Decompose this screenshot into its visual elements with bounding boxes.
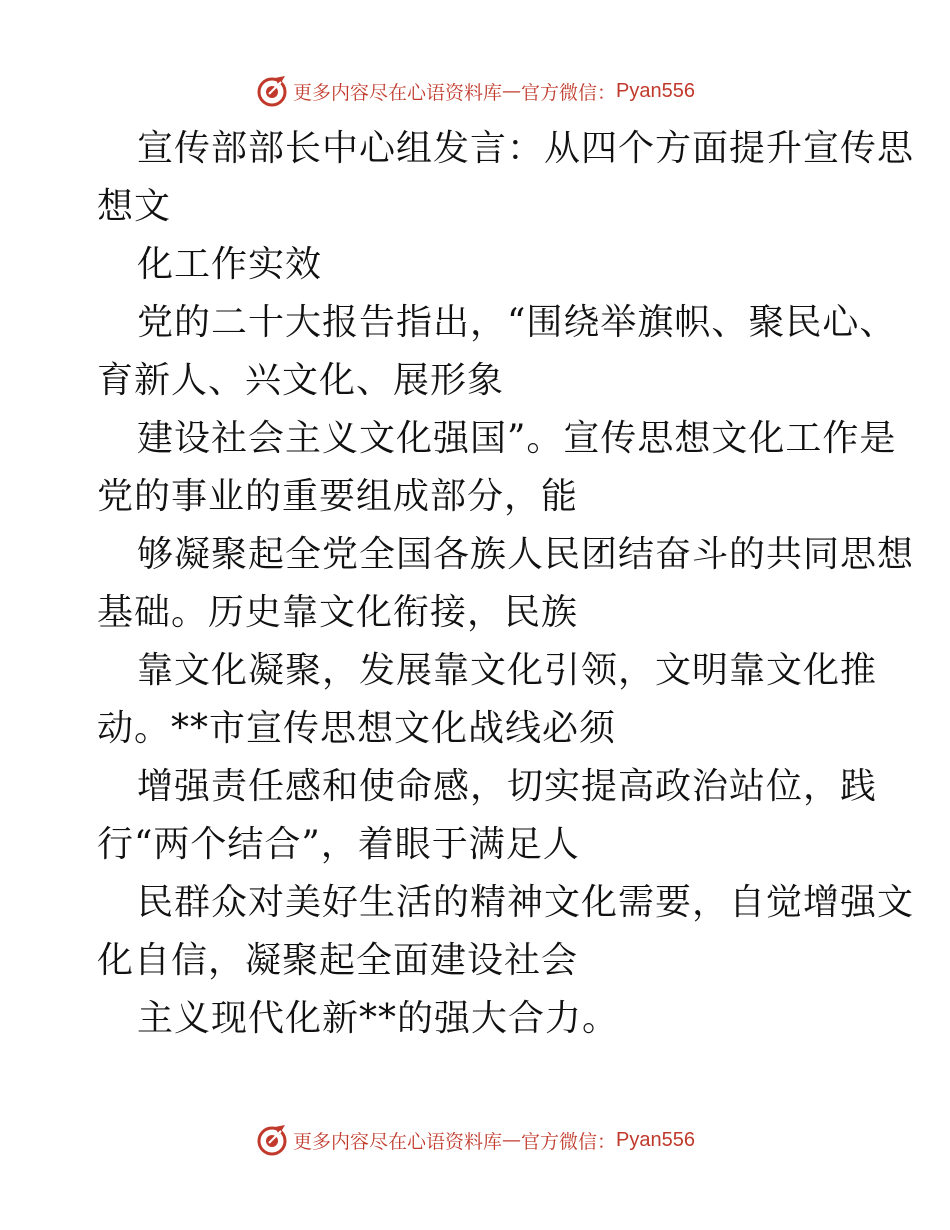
paragraph-line: 党的事业的重要组成部分，能 (97, 476, 579, 517)
paragraph-line: 靠文化凝聚，发展靠文化引领，文明靠文化推 (137, 650, 878, 691)
header-banner (0, 71, 950, 111)
document-body (97, 120, 915, 1048)
banner-separator: — (502, 80, 522, 102)
banner-separator: — (502, 1129, 522, 1151)
paragraph-line: 动。**市宣传思想文化战线必须 (97, 708, 617, 749)
paragraph-line: 主义现代化新**的强大合力。 (137, 998, 620, 1039)
document-title-line-1: 宣传部部长中心组发言：从四个方面提升宣传思 (137, 128, 915, 169)
banner-wechat-label: 官方微信： (521, 1130, 617, 1153)
footer-banner (0, 1120, 950, 1160)
paragraph-line: 行“两个结合”，着眼于满足人 (97, 824, 580, 865)
document-title-line-3: 化工作实效 (137, 244, 323, 285)
banner-wechat-id: Pyan556 (616, 1128, 695, 1151)
paragraph-line: 建设社会主义文化强国”。宣传思想文化工作是 (137, 418, 897, 459)
paragraph-line: 基础。历史靠文化衔接，民族 (97, 592, 579, 633)
paragraph-line: 化自信，凝聚起全面建设社会 (97, 940, 579, 981)
pen-circle-icon (255, 1123, 289, 1157)
paragraph-line: 党的二十大报告指出，“围绕举旗帜、聚民心、 (137, 302, 897, 343)
pen-circle-icon (255, 74, 289, 108)
paragraph-line: 增强责任感和使命感，切实提高政治站位，践 (137, 766, 878, 807)
banner-brand-text: 更多内容尽在心语资料库 (293, 81, 503, 104)
document-title-line-2: 想文 (97, 186, 172, 227)
paragraph-line: 育新人、兴文化、展形象 (97, 360, 505, 401)
banner-wechat-label: 官方微信： (521, 81, 617, 104)
paragraph-line: 够凝聚起全党全国各族人民团结奋斗的共同思想 (137, 534, 915, 575)
paragraph-line: 民群众对美好生活的精神文化需要，自觉增强文 (137, 882, 915, 923)
banner-wechat-id: Pyan556 (616, 79, 695, 102)
banner-brand-text: 更多内容尽在心语资料库 (293, 1130, 503, 1153)
